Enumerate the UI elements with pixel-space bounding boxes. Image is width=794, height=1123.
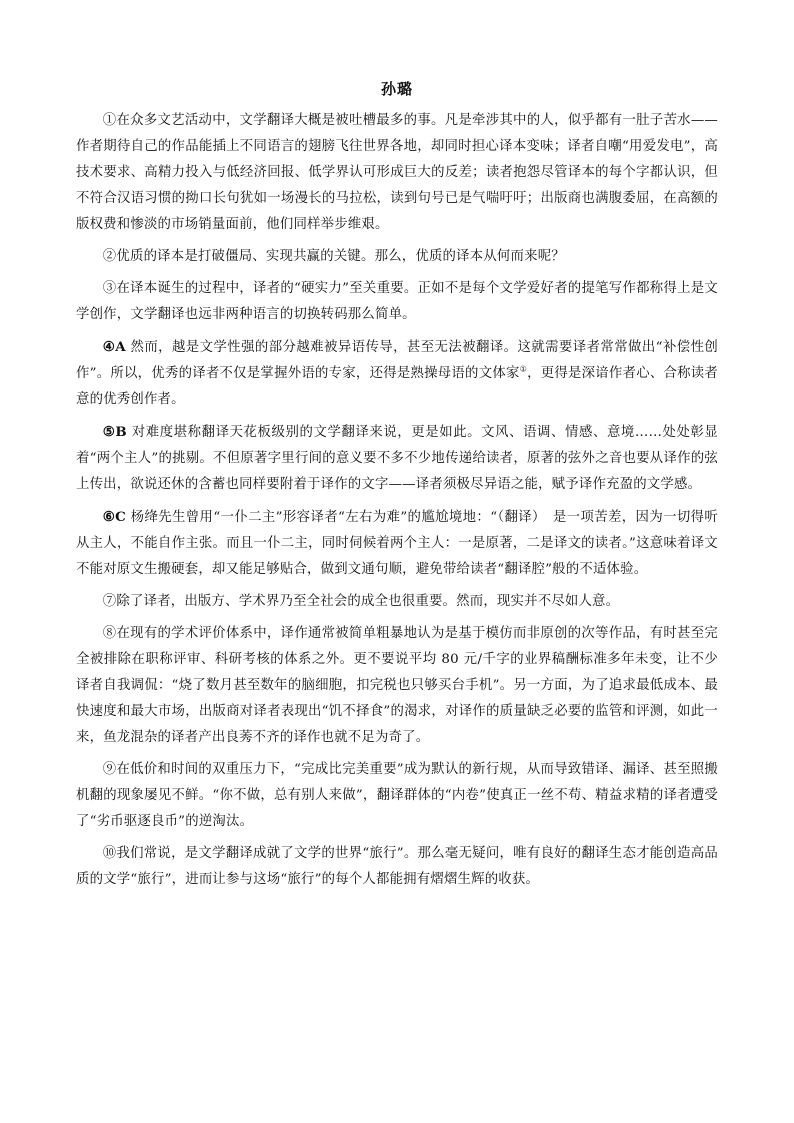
paragraph-8 — [76, 621, 718, 751]
paragraph-4-text: 然而，越是文学性强的部分越难被异语传导，甚至无法被翻译。这就需要译者常常做出“补偿性创作”。所以，优秀的译者不仅是掌握外语的专家，还得是熟操母语的文体家 — [76, 340, 718, 381]
paragraph-2 — [76, 244, 718, 270]
document-title: 孙璐 — [380, 80, 413, 98]
paragraph-5-marker: ⑤B — [102, 424, 127, 440]
paragraph-8-text: ⑧在现有的学术评价体系中，译作通常被简单粗暴地认为是基于模仿而非原创的次等作品，有时甚至完全被排除在职称评审、科研考核的体系之外。更不要说平均 80 元/千字的业界稿酬标准多年未变，让不少译者自我调侃：“烧了数月甚至数年的脑细胞，扣完税也只够买台手机”。另一方面，为了追求最低成本、最快速度和最大市场，出版商对译者表现出“饥不择食”的渴求，对译作的质量缺乏必要的监管和评测，如此一来，鱼龙混杂的译者产出良莠不齐的译作也就不足为奇了。 — [76, 626, 718, 745]
paragraph-7 — [76, 589, 718, 615]
paragraph-4-marker: ④A — [102, 339, 126, 355]
paragraph-4 — [76, 334, 718, 413]
paragraph-9 — [76, 757, 718, 835]
paragraph-4-tail: ，更得是深谙作者心、合称读者意的优秀创作者。 — [76, 366, 718, 407]
paragraph-6 — [76, 504, 718, 583]
paragraph-6-marker: ⑥C — [102, 509, 127, 525]
paragraph-5-text: 对难度堪称翻译天花板级别的文学翻译来说，更是如此。文风、语调、情感、意境……处处彰显着“两个主人”的挑剔。不但原著字里行间的意义要不多不少地传递给读者，原著的弦外之音也要从译作的弦上传出，欲说还休的含蓄也同样要附着于译作的文字——译者须极尽异语之能，赋予译作充盈的文学感。 — [76, 425, 718, 492]
paragraph-1 — [76, 108, 718, 238]
paragraph-10 — [76, 841, 718, 893]
paragraph-5 — [76, 419, 718, 498]
footnote-marker: ① — [519, 364, 528, 374]
document-page — [76, 78, 718, 899]
paragraph-3 — [76, 276, 718, 328]
paragraph-7-text: ⑦除了译者，出版方、学术界乃至全社会的成全也很重要。然而，现实并不尽如人意。 — [102, 594, 620, 609]
paragraph-10-text: ⑩我们常说，是文学翻译成就了文学的世界“旅行”。那么毫无疑问，唯有良好的翻译生态才能创造高品质的文学“旅行”，进而让参与这场“旅行”的每个人都能拥有熠熠生辉的收获。 — [76, 846, 718, 887]
paragraph-9-text: ⑨在低价和时间的双重压力下，“完成比完美重要”成为默认的新行规，从而导致错译、漏译、甚至照搬机翻的现象屡见不鲜。“你不做，总有别人来做”，翻译群体的“内卷”使真正一丝不苟、精益求精的译者遭受了“劣币驱逐良币”的逆淘汰。 — [76, 762, 718, 829]
paragraph-2-text: ②优质的译本是打破僵局、实现共赢的关键。那么，优质的译本从何而来呢？ — [102, 249, 565, 264]
paragraph-1-text: ①在众多文艺活动中，文学翻译大概是被吐槽最多的事。凡是牵涉其中的人，似乎都有一肚子苦水——作者期待自己的作品能插上不同语言的翅膀飞往世界各地，却同时担心译本变味；译者自嘲“用爱发电”，高技术要求、高精力投入与低经济回报、低学界认可形成巨大的反差；读者抱怨尽管译本的每个字都认识，但不符合汉语习惯的拗口长句犹如一场漫长的马拉松，读到句号已是气喘吁吁；出版商也满腹委屈，在高额的版权费和惨淡的市场销量面前，他们同样举步维艰。 — [76, 113, 718, 232]
paragraph-6-text: 杨绛先生曾用“一仆二主”形容译者“左右为难”的尴尬境地：“（翻译） 是一项苦差，因为一切得听从主人，不能自作主张。而且一仆二主，同时伺候着两个主人：一是原著，二是译文的读者。”这意味着译文不能对原文生搬硬套，却又能足够贴合，做到文通句顺，避免带给读者“翻译腔”般的不适体验。 — [76, 510, 719, 577]
paragraph-3-text: ③在译本诞生的过程中，译者的“硬实力”至关重要。正如不是每个文学爱好者的提笔写作都称得上是文学创作，文学翻译也远非两种语言的切换转码那么简单。 — [76, 281, 718, 322]
